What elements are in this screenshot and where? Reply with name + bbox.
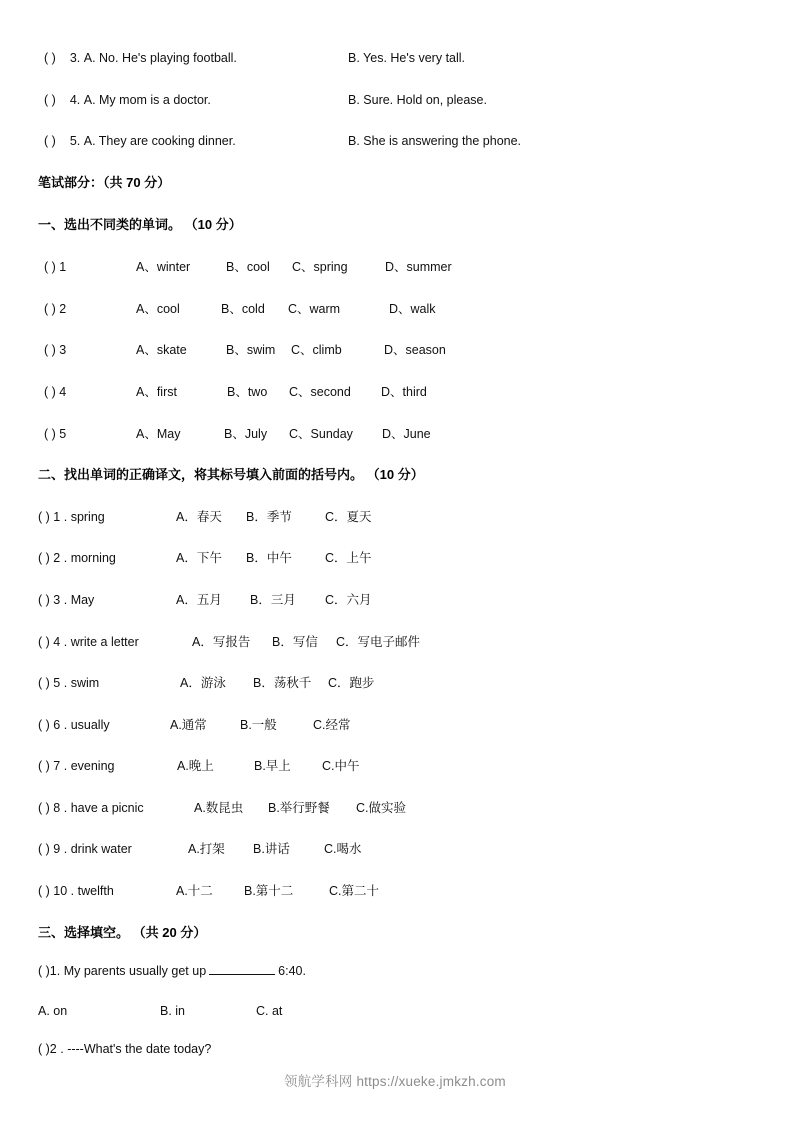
item-number: 9 . [53,842,68,856]
section-one-heading-text: 一、选出不同类的单词。 （ [38,217,198,232]
section-two-item-5-option-a: A．游泳 [180,676,226,690]
item-number: 6 . [53,718,68,732]
option-a-text: A. They are cooking dinner. [83,134,236,148]
question-word: twelfth [77,884,114,898]
question-word: May [70,593,95,607]
section-one-item-4-option-c: C、second [289,385,351,399]
section-one-item-3-option-d: D、season [384,343,446,357]
section-two-item-9-option-b: B.讲话 [253,842,290,856]
section-two-item-6-option-c: C.经常 [313,718,351,732]
section-two-item-7-left [38,760,114,773]
written-part-title-prefix: 笔试部分：（共 [38,175,127,190]
question-word: spring [70,510,105,524]
section-one-item-1-bracket [44,261,66,274]
question-word: usually [70,718,110,732]
section-one-item-1-option-c: C、spring [292,260,348,274]
section-three-heading-text: 三、选择填空。 （共 [38,925,163,940]
answer-bracket: ( )2 . [38,1042,64,1056]
question-text: ----What's the date today? [67,1042,212,1056]
answer-bracket: ( ) [44,51,56,65]
written-part-score: 70 [126,175,141,190]
section-one-item-2-option-a: A、cool [136,302,180,316]
item-number: 3. [69,51,81,65]
section-one-item-5-bracket [44,428,66,441]
section-one-item-4-option-a: A、first [136,385,177,399]
section-two-item-1-option-c: C．夏天 [325,510,372,524]
question-word: drink water [70,842,132,856]
listening-item-3-left [44,52,237,65]
section-two-heading-text: 二、找出单词的正确译文，将其标号填入前面的括号内。 （ [38,467,380,482]
section-one-item-3-option-a: A、skate [136,343,187,357]
question-word: evening [70,759,115,773]
item-number: 3 [59,343,67,357]
section-one-item-2-option-d: D、walk [389,302,436,316]
answer-bracket: ( ) [38,759,50,773]
section-two-item-2-left [38,552,116,565]
section-two-item-5-option-b: B．荡秋千 [253,676,312,690]
question-word: swim [70,676,100,690]
item-number: 4 . [53,635,68,649]
section-two-item-9-left [38,843,132,856]
question-text-before-blank: My parents usually get up [63,964,207,978]
section-two-item-8-option-a: A.数昆虫 [194,801,244,815]
section-three-item-1-option-a: A. on [38,1004,68,1018]
section-two-item-4-option-c: C．写电子邮件 [336,635,421,649]
section-two-item-3-option-b: B．三月 [250,593,296,607]
section-three-score: 20 [162,925,177,940]
written-part-title-suffix: 分） [140,175,171,190]
answer-bracket: ( ) [38,676,50,690]
answer-bracket: ( ) [38,718,50,732]
listening-item-4-option-b [348,94,487,107]
section-one-item-2-option-c: C、warm [288,302,341,316]
section-two-item-3-left [38,594,94,607]
section-two-item-6-option-b: B.一般 [240,718,277,732]
section-two-item-5-left [38,677,99,690]
answer-bracket: ( ) [44,343,56,357]
section-one-heading-suffix: 分） [212,217,242,232]
answer-bracket: ( ) [44,260,56,274]
section-one-item-1-option-a: A、winter [136,260,191,274]
section-two-heading [38,468,424,481]
item-number: 10 . [53,884,75,898]
section-one-item-5-option-d: D、June [382,427,431,441]
option-b-text: B. She is answering the phone. [348,134,522,148]
section-two-item-3-option-c: C．六月 [325,593,372,607]
section-one-item-4-option-b: B、two [227,385,268,399]
item-number: 1 [59,260,67,274]
section-three-heading-suffix: 分） [176,925,207,940]
option-a-text: A. My mom is a doctor. [83,93,211,107]
section-two-item-2-option-c: C．上午 [325,551,372,565]
section-two-heading-suffix: 分） [394,467,424,482]
section-two-item-9-option-c: C.喝水 [324,842,362,856]
section-two-item-9-option-a: A.打架 [188,842,225,856]
section-one-item-3-option-b: B、swim [226,343,276,357]
section-two-item-1-left [38,511,105,524]
section-one-item-3-option-c: C、climb [291,343,342,357]
item-number: 5. [69,134,81,148]
question-word: have a picnic [70,801,144,815]
option-b-text: B. Sure. Hold on, please. [348,93,487,107]
section-two-item-1-option-a: A．春天 [176,510,222,524]
written-part-title [38,176,170,189]
question-word: morning [70,551,116,565]
section-two-item-2-option-b: B．中午 [246,551,292,565]
listening-item-4-left [44,94,211,107]
answer-bracket: ( ) [38,884,50,898]
listening-item-5-option-b [348,135,521,148]
answer-bracket: ( )1. [38,964,61,978]
item-number: 3 . [53,593,68,607]
section-one-item-4-bracket [44,386,66,399]
item-number: 4 [59,385,67,399]
answer-bracket: ( ) [38,842,50,856]
item-number: 2 [59,302,67,316]
answer-bracket: ( ) [44,385,56,399]
section-one-score: 10 [197,217,213,232]
item-number: 5 [59,427,67,441]
section-one-item-5-option-b: B、July [224,427,268,441]
item-number: 5 . [53,676,68,690]
answer-bracket: ( ) [44,134,56,148]
answer-bracket: ( ) [38,635,50,649]
answer-bracket: ( ) [44,302,56,316]
item-number: 8 . [53,801,68,815]
section-one-item-1-option-d: D、summer [385,260,452,274]
section-three-item-1 [38,965,306,978]
item-number: 1 . [53,510,68,524]
item-number: 4. [69,93,81,107]
section-three-item-2 [38,1043,211,1056]
answer-bracket: ( ) [38,593,50,607]
item-number: 7 . [53,759,68,773]
section-one-item-2-option-b: B、cold [221,302,265,316]
section-two-item-4-left [38,636,139,649]
section-one-heading [38,218,242,231]
answer-bracket: ( ) [38,510,50,524]
section-three-item-1-option-b: B. in [160,1004,186,1018]
section-two-item-8-option-b: B.举行野餐 [268,801,330,815]
section-two-item-7-option-a: A.晚上 [177,759,214,773]
section-two-item-7-option-c: C.中午 [322,759,360,773]
section-two-score: 10 [379,467,395,482]
question-text-after-blank: 6:40. [278,964,306,978]
answer-bracket: ( ) [38,801,50,815]
section-two-item-4-option-a: A．写报告 [192,635,251,649]
option-a-text: A. No. He's playing football. [83,51,237,65]
section-two-item-6-left [38,719,110,732]
item-number: 2 . [53,551,68,565]
answer-bracket: ( ) [44,93,56,107]
section-two-item-2-option-a: A．下午 [176,551,222,565]
section-two-item-5-option-c: C．跑步 [328,676,375,690]
section-one-item-3-bracket [44,344,66,357]
listening-item-3-option-b [348,52,465,65]
listening-item-5-left [44,135,236,148]
fill-in-blank[interactable] [209,965,275,975]
section-two-item-8-option-c: C.做实验 [356,801,407,815]
section-one-item-1-option-b: B、cool [226,260,270,274]
answer-bracket: ( ) [38,551,50,565]
section-three-item-1-option-c: C. at [256,1004,283,1018]
section-two-item-3-option-a: A．五月 [176,593,222,607]
section-two-item-6-option-a: A.通常 [170,718,207,732]
section-two-item-10-option-b: B.第十二 [244,884,294,898]
section-one-item-2-bracket [44,303,66,316]
section-one-item-4-option-d: D、third [381,385,427,399]
section-two-item-1-option-b: B．季节 [246,510,292,524]
section-two-item-7-option-b: B.早上 [254,759,291,773]
section-two-item-10-option-c: C.第二十 [329,884,380,898]
section-two-item-4-option-b: B．写信 [272,635,318,649]
section-two-item-10-option-a: A.十二 [176,884,213,898]
option-b-text: B. Yes. He's very tall. [348,51,466,65]
answer-bracket: ( ) [44,427,56,441]
site-watermark: 领航学科网 https://xueke.jmkzh.com [284,1074,506,1089]
section-two-item-10-left [38,885,114,898]
question-word: write a letter [70,635,139,649]
section-one-item-5-option-a: A、May [136,427,181,441]
section-two-item-8-left [38,802,144,815]
section-one-item-5-option-c: C、Sunday [289,427,353,441]
section-three-heading [38,926,206,939]
